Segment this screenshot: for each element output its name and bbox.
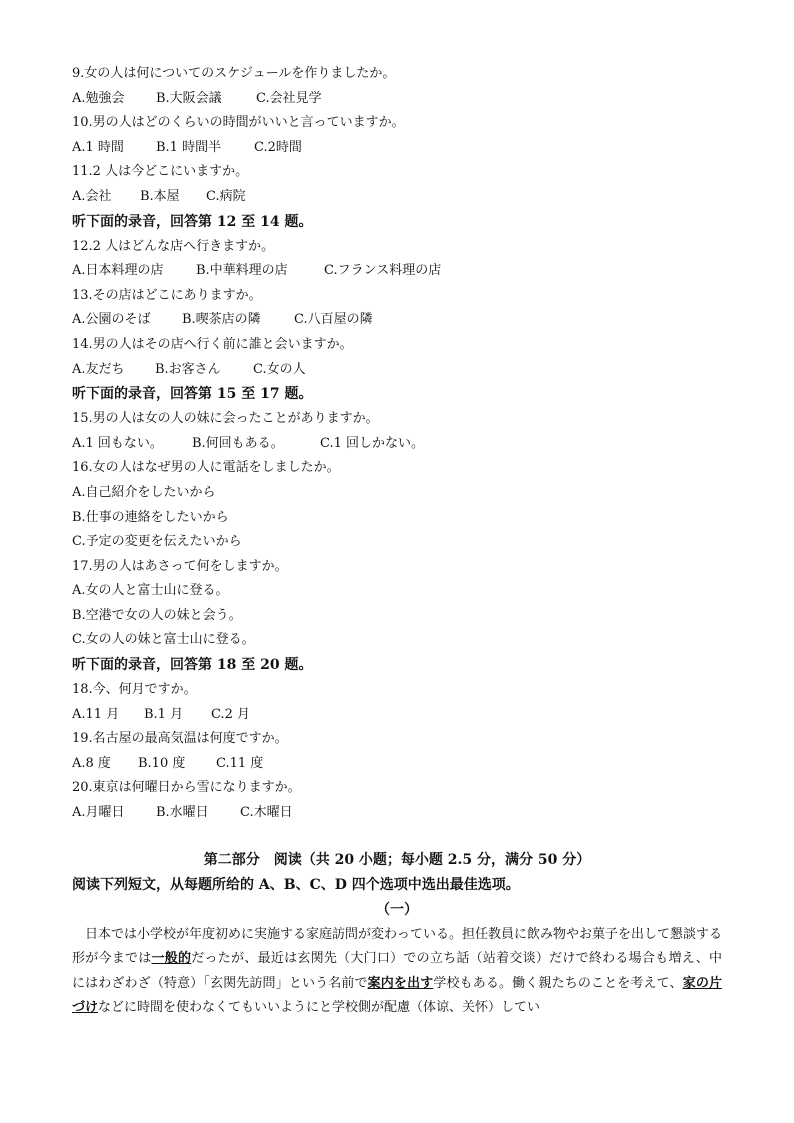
option-b: B.1 月 <box>144 706 184 722</box>
underlined-word: 家の片づけ <box>72 975 722 1016</box>
question <box>72 333 722 382</box>
section-instruction-18-20: 听下面的录音，回答第 18 至 20 题。 <box>72 657 313 674</box>
question <box>72 678 722 727</box>
question <box>72 235 722 284</box>
option-a: A.女の人と富士山に登る。 <box>72 583 229 599</box>
option-a: A.1 時間 <box>72 139 124 155</box>
option-b: B.喫茶店の隣 <box>182 312 261 328</box>
option-c: C.フランス料理の店 <box>324 263 442 279</box>
section-instruction-15-17: 听下面的录音，回答第 15 至 17 题。 <box>72 386 313 403</box>
option-b: B.お客さん <box>155 361 221 377</box>
option-b: B.本屋 <box>140 188 180 204</box>
option-b: B.1 時間半 <box>156 139 222 155</box>
option-c: C.会社見学 <box>256 90 322 106</box>
passage-number: （一） <box>376 901 418 918</box>
passage-text: だったが、最近は玄関先（大门口）での立ち話（站着交谈）だけで終わる場合も増え、中にはわざわざ（特意）「玄関先訪問」という名前で <box>72 951 722 991</box>
option-b: B.大阪会議 <box>156 90 222 106</box>
option-a: A.友だち <box>72 361 125 377</box>
question-text: 12.2 人はどんな店へ行きますか。 <box>72 238 275 254</box>
option-c: C.2 月 <box>211 706 251 722</box>
option-a: A.会社 <box>72 188 112 204</box>
question-block-9-11 <box>72 62 722 210</box>
question <box>72 284 722 333</box>
question-text: 14.男の人はその店へ行く前に誰と会いますか。 <box>72 336 353 352</box>
question-16 <box>72 456 722 554</box>
part2-title: 第二部分 阅读（共 20 小题；每小题 2.5 分，满分 50 分） <box>203 851 591 868</box>
question <box>72 776 722 825</box>
question-block-12-14 <box>72 235 722 383</box>
question-text: 17.男の人はあさって何をしますか。 <box>72 558 288 574</box>
option-c: C.女の人 <box>253 361 306 377</box>
options-row <box>72 136 722 161</box>
options-row <box>72 185 722 210</box>
passage-text: などに時間を使わなくてもいいようにと学校側が配慮（体谅、关怀）してい <box>98 1000 541 1016</box>
options-row <box>72 87 722 112</box>
section-instruction-12-14: 听下面的录音，回答第 12 至 14 题。 <box>72 213 313 230</box>
underlined-word: 案内を出す <box>367 975 434 991</box>
option-b: B.10 度 <box>138 755 186 771</box>
question-text: 18.今、何月ですか。 <box>72 682 197 698</box>
option-a: A.自己紹介をしたいから <box>72 484 216 500</box>
underlined-word: 一般的 <box>151 951 192 967</box>
options-row <box>72 308 722 333</box>
option-c: C.病院 <box>206 188 246 204</box>
passage-paragraph <box>72 923 722 1021</box>
question <box>72 727 722 776</box>
document-page <box>72 62 722 1021</box>
option-c: C.予定の変更を伝えたいから <box>72 534 242 550</box>
question-15 <box>72 407 722 456</box>
option-c: C.木曜日 <box>240 805 293 821</box>
option-c: C.女の人の妹と富士山に登る。 <box>72 632 255 648</box>
question <box>72 160 722 209</box>
option-b: B.仕事の連絡をしたいから <box>72 509 229 525</box>
option-c: C.1 回しかない。 <box>320 435 425 451</box>
spacer <box>72 826 722 848</box>
option-a: A.1 回もない。 <box>72 435 163 451</box>
option-a: A.日本料理の店 <box>72 263 164 279</box>
question-text: 15.男の人は女の人の妹に会ったことがありますか。 <box>72 411 379 427</box>
option-a: A.公園のそば <box>72 312 151 328</box>
option-a: A.8 度 <box>72 755 111 771</box>
option-a: A.11 月 <box>72 706 120 722</box>
option-b: B.中華料理の店 <box>196 263 288 279</box>
question <box>72 62 722 111</box>
options-row <box>72 752 722 777</box>
option-b: B.何回もある。 <box>192 435 284 451</box>
option-c: C.11 度 <box>216 755 264 771</box>
options-row <box>72 703 722 728</box>
question-text: 19.名古屋の最高気温は何度ですか。 <box>72 731 288 747</box>
question-text: 16.女の人はなぜ男の人に電話をしましたか。 <box>72 460 340 476</box>
option-c: C.2時間 <box>254 139 302 155</box>
option-a: A.勉強会 <box>72 90 125 106</box>
question <box>72 111 722 160</box>
question-text: 9.女の人は何についてのスケジュールを作りましたか。 <box>72 66 396 81</box>
option-b: B.空港で女の人の妹と会う。 <box>72 607 242 623</box>
option-a: A.月曜日 <box>72 805 125 821</box>
passage-text: 学校もある。働く親たちのことを考えて、 <box>433 975 683 991</box>
question-block-18-20 <box>72 678 722 826</box>
question-17 <box>72 555 722 653</box>
question-text: 20.東京は何曜日から雪になりますか。 <box>72 780 301 796</box>
passage-text: 日本では小学校が年度初めに実施する家庭訪問が変わっている。担任教員に飲み物やお菓子を出して懇談する形が今までは <box>72 926 722 967</box>
question-text: 10.男の人はどのくらいの時間がいいと言っていますか。 <box>72 115 405 131</box>
option-b: B.水曜日 <box>156 805 209 821</box>
options-row <box>72 432 722 457</box>
options-row <box>72 801 722 826</box>
option-c: C.八百屋の隣 <box>294 312 373 328</box>
question-text: 11.2 人は今どこにいますか。 <box>72 164 249 180</box>
options-row <box>72 358 722 383</box>
part2-instruction: 阅读下列短文，从每题所给的 A、B、C、D 四个选项中选出最佳选项。 <box>72 876 520 893</box>
options-row <box>72 259 722 284</box>
question-text: 13.その店はどこにありますか。 <box>72 287 262 303</box>
